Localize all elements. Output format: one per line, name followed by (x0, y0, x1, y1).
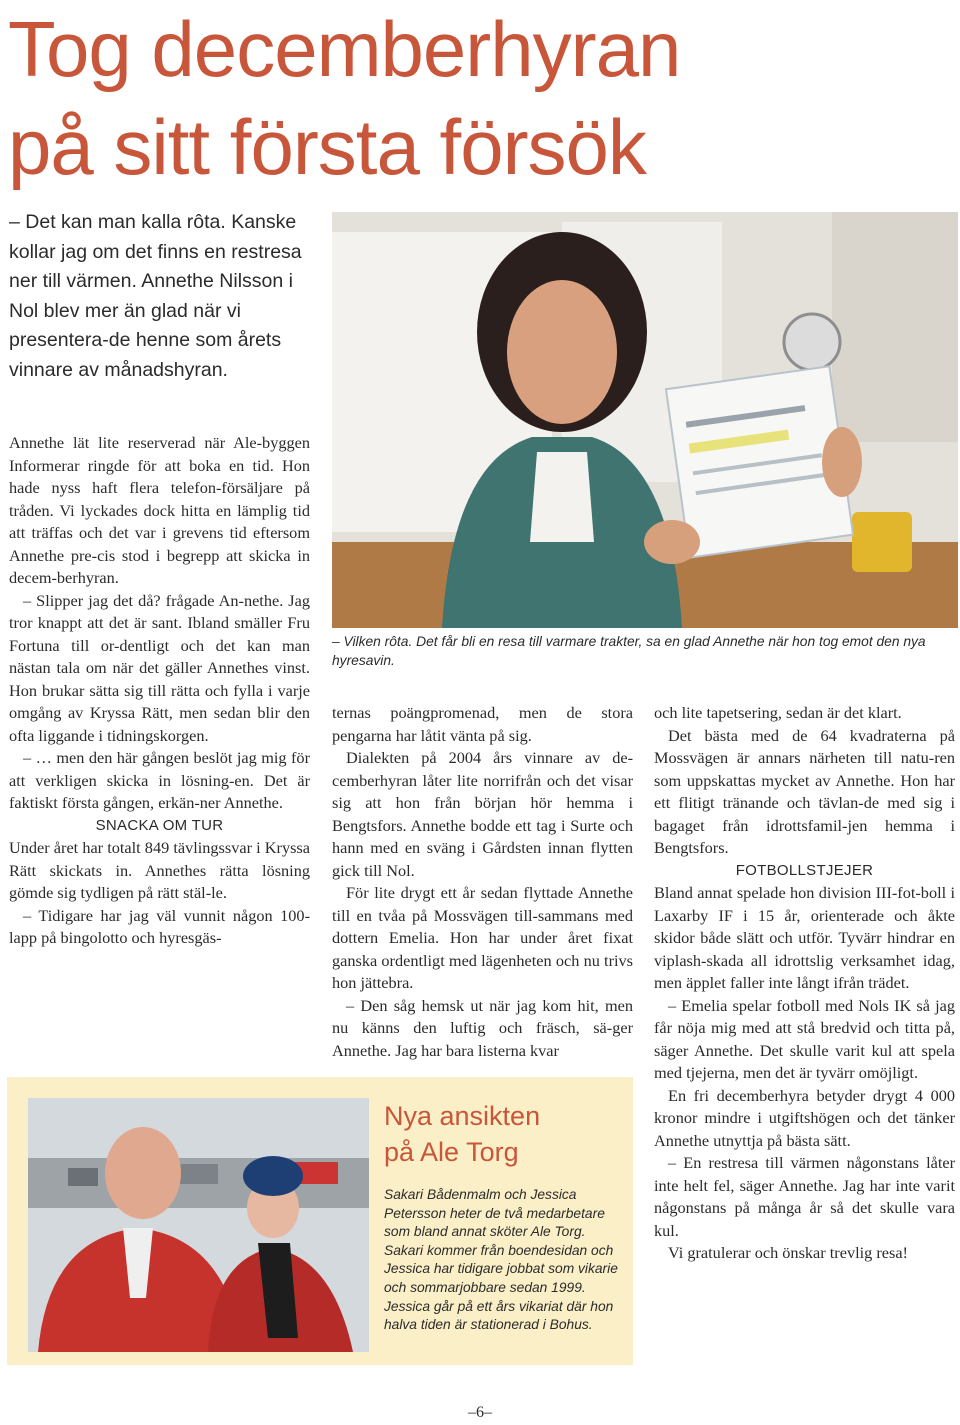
col2-paragraph-1: ternas poängpromenad, men de stora pengarna har låtit vänta på sig. (332, 703, 633, 745)
lead-paragraph: – Det kan man kalla rôta. Kanske kollar jag om det finns en restresa ner till värmen. Annethe Nilsson i Nol blev mer än glad när vi presentera-de henne som årets vinnare av månadshyran. (9, 211, 302, 381)
col1-subheading: SNACKA OM TUR (95, 816, 224, 834)
box-photo-illustration (28, 1098, 369, 1352)
col3-subheading: FOTBOLLSTJEJER (735, 861, 874, 879)
photo-caption: – Vilken rôta. Det får bli en resa till varmare trakter, sa en glad Annethe när hon tog emot den nya hyresavin. (332, 634, 926, 668)
box-photo (28, 1098, 369, 1352)
col3-paragraph-7: Vi gratulerar och önskar trevlig resa! (668, 1243, 908, 1262)
col3-paragraph-3: Bland annat spelade hon division III-fot-boll i Laxarby IF i 15 år, orienterade och åkte skidor både slätt och utför. Tyvärr hindrar en viplash-skada all idrottslig verksamhet idag, men äpplet faller inte långt ifrån trädet. (654, 883, 955, 992)
col2-paragraph-3: För lite drygt ett år sedan flyttade Annethe till en tvåa på Mossvägen till-sammans med dottern Emelia. Hon har under året fixat ganska ordentligt med lägenheten och nu trivs hon jättebra. (332, 883, 633, 992)
box-title (384, 1098, 624, 1170)
box-title-line-1: Nya ansikten (384, 1101, 541, 1131)
column-2 (332, 702, 633, 1062)
col3-paragraph-1: och lite tapetsering, sedan är det klart. (654, 703, 902, 722)
col3-paragraph-4: – Emelia spelar fotboll med Nols IK så jag får nöja mig med att stå bredvid och titta på, säger Annethe. Det skulle varit kul att spela med tjejerna, men det är tyvärr omöjligt. (654, 995, 955, 1082)
column-3 (654, 702, 955, 1265)
page-number: –6– (468, 1404, 492, 1421)
col3-paragraph-6: – En restresa till värmen någonstans låter inte helt fel, säger Annethe. Jag har inte varit någonstans på många år så det skulle vara kul. (654, 1153, 955, 1240)
col1-paragraph-5: – Tidigare har jag väl vunnit någon 100-lapp på bingolotto och hyresgäs- (9, 905, 310, 947)
headline (8, 0, 948, 196)
col2-paragraph-2: Dialekten på 2004 års vinnare av de-cemberhyran låter lite norrifrån och det visar sig att hon från början hör hemma i Bengtsfors. Annethe bodde ett tag i Surte och hann med en sväng i Gårdsten innan flytten gick till Nol. (332, 748, 633, 880)
headline-line-1: Tog decemberhyran (8, 5, 681, 93)
col1-paragraph-1: Annethe lät lite reserverad när Ale-byggen Informerar ringde för att boka en tid. Hon hade nyss haft flera telefon-försäljare på tråden. Vi lyckades dock hitta en lämplig tid att träffas och det var i grevens tid eftersom Annethe pre-cis stod i begrepp att skicka in decem-berhyran. (9, 433, 310, 587)
headline-line-2: på sitt första försök (8, 103, 646, 191)
box-title-line-2: på Ale Torg (384, 1137, 519, 1167)
col1-paragraph-3: – … men den här gången beslöt jag mig för att verkligen skicka in lösning-en. Det är faktiskt första gången, erkän-ner Annethe. (9, 748, 310, 812)
col3-paragraph-5: En fri decemberhyra betyder drygt 4 000 kronor mindre i utgiftshögen och det tänker Annethe utnyttja på bästa sätt. (654, 1085, 955, 1150)
col2-paragraph-4: – Den såg hemsk ut när jag kom hit, men nu känns den luftig och fräsch, sä-ger Annethe. Jag har bara listerna kvar (332, 995, 633, 1060)
column-1 (9, 432, 310, 950)
box-text: Sakari Bådenmalm och Jessica Petersson heter de två medarbetare som bland annat sköter Ale Torg. Sakari kommer från boendesidan och Jessica har tidigare jobbat som vikarie och sommarjobbare sedan 1999. Jessica går på ett års vikariat där hon halva tiden är stationerad i Bohus. (384, 1187, 618, 1333)
col1-paragraph-4: Under året har totalt 849 tävlingssvar i Kryssa Rätt skickats in. Annethes rätta lösning gömde sig tydligen på rätt stäl-le. (9, 838, 310, 902)
col3-paragraph-2: Det bästa med de 64 kvadraterna på Mossvägen är annars närheten till natu-ren som uppskattas mycket av Annethe. Hon har ett flitigt tränande och tävlan-de med sig i bagaget från idrottsfamil-jen hemma i Bengtsfors. (654, 725, 955, 857)
col1-paragraph-2: – Slipper jag det då? frågade An-nethe. Jag tror knappt att det är sant. Ibland smäller Fru Fortuna till or-dentligt och det kan man nästan tala om när det gäller Annethes vinst. Hon brukar sätta sig till rätta och fylla i varje omgång av Kryssa Rätt, men sedan blir den ofta liggande i tidningskorgen. (9, 590, 310, 745)
main-photo (332, 212, 958, 628)
main-photo-illustration (332, 212, 958, 628)
